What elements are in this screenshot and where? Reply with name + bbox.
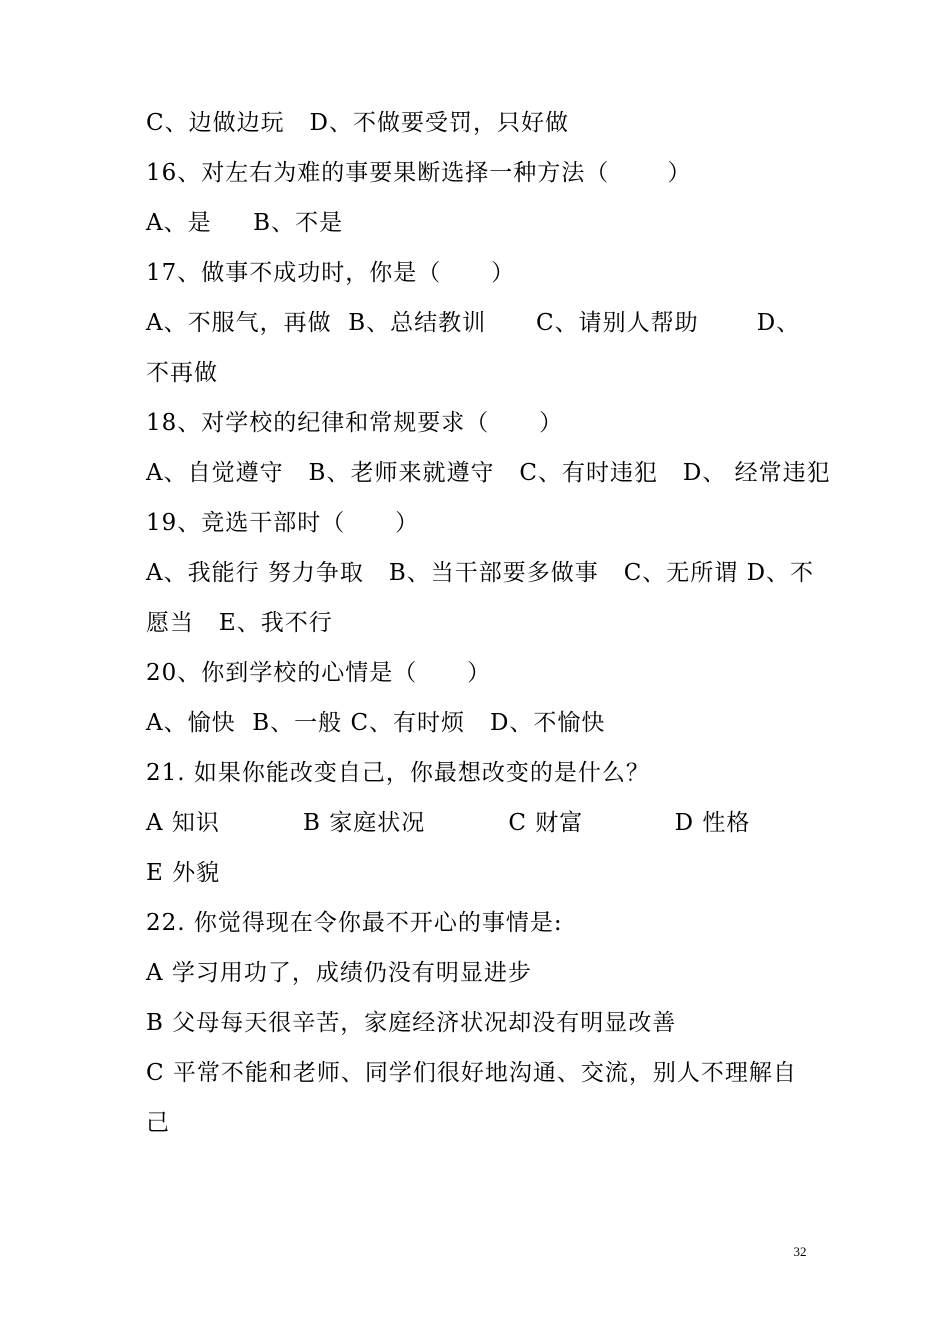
- questionnaire-content: [146, 98, 831, 1148]
- question-22-option-a: A 学习用功了，成绩仍没有明显进步: [146, 960, 532, 986]
- question-22: 22. 你觉得现在令你最不开心的事情是:: [146, 910, 563, 936]
- question-19-options-cont: 愿当 E、我不行: [146, 610, 333, 636]
- question-22-option-b: B 父母每天很辛苦，家庭经济状况却没有明显改善: [146, 1010, 677, 1036]
- question-20-options: A、愉快 B、一般 C、有时烦 D、不愉快: [146, 710, 606, 736]
- question-21-options-cont: E 外貌: [146, 860, 221, 886]
- question-17-options-cont: 不再做: [146, 360, 218, 386]
- question-18: 18、对学校的纪律和常规要求（ ）: [146, 410, 564, 436]
- question-21: 21. 如果你能改变自己，你最想改变的是什么？: [146, 760, 650, 786]
- page-number: 32: [793, 1244, 807, 1259]
- question-18-options: A、自觉遵守 B、老师来就遵守 C、有时违犯 D、 经常违犯: [146, 460, 831, 486]
- text-line: C、边做边玩 D、不做要受罚，只好做: [146, 110, 569, 136]
- question-16-options: A、是 B、不是: [146, 210, 344, 236]
- question-19-options: A、我能行 努力争取 B、当干部要多做事 C、无所谓 D、不: [146, 560, 815, 586]
- question-21-options: A 知识 B 家庭状况 C 财富 D 性格: [146, 810, 751, 836]
- question-19: 19、竞选干部时（ ）: [146, 510, 420, 536]
- question-22-option-c-cont: 己: [146, 1110, 170, 1136]
- question-22-option-c: C 平常不能和老师、同学们很好地沟通、交流，别人不理解自: [146, 1060, 797, 1086]
- question-20: 20、你到学校的心情是（ ）: [146, 660, 492, 686]
- question-16: 16、对左右为难的事要果断选择一种方法（ ）: [146, 160, 692, 186]
- question-17-options: A、不服气，再做 B、总结教训 C、请别人帮助 D、: [146, 310, 801, 336]
- question-17: 17、做事不成功时，你是（ ）: [146, 260, 516, 286]
